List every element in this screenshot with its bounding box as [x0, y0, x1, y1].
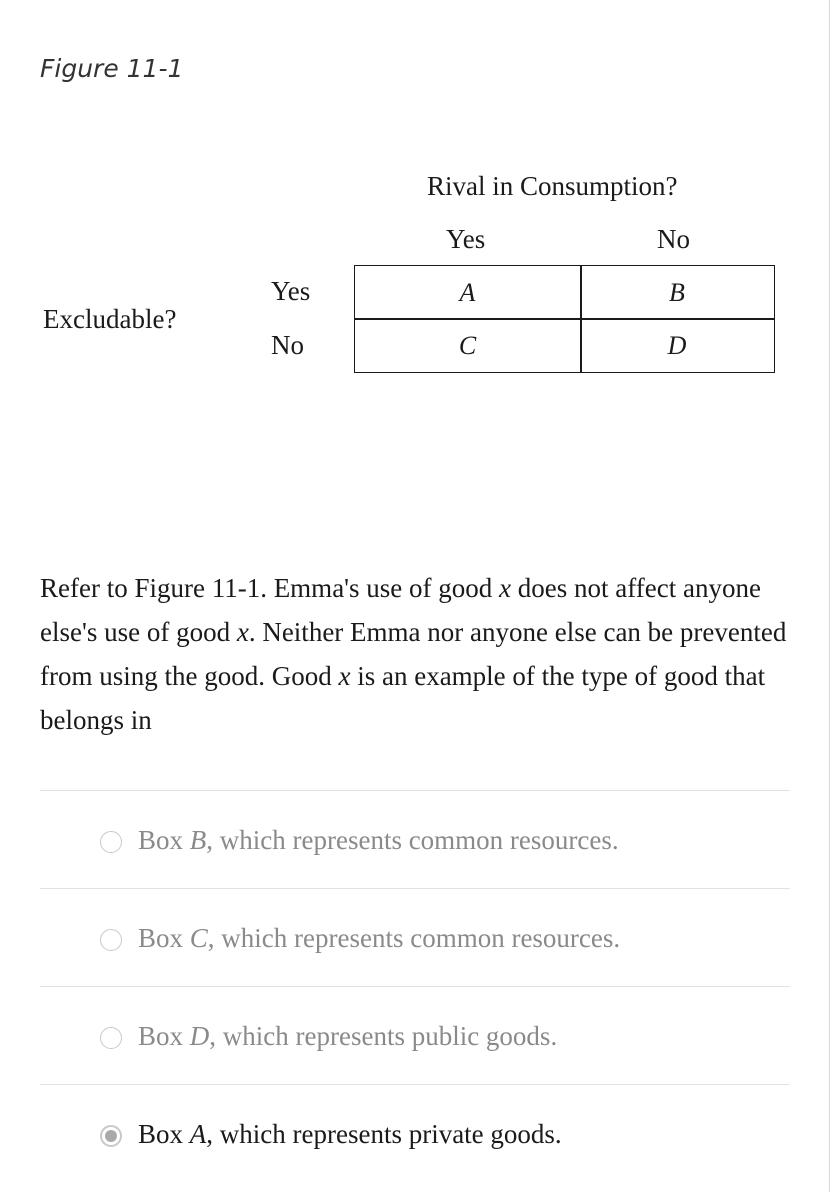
answer-option-a[interactable] — [100, 1119, 800, 1159]
radio-button[interactable] — [100, 831, 122, 853]
figure-title: Figure 11-1 — [40, 54, 184, 83]
row-question: Excludable? — [43, 304, 177, 334]
cell-c: C — [458, 331, 477, 360]
row-label-no: No — [271, 330, 304, 360]
scroll-frame-edge — [829, 0, 838, 1192]
question-text: Refer to Figure 11-1. Emma's use of good x does not affect anyone else's use of good x. Neither Emma nor anyone else can be prevented from using the good. Good x is an example of the type of good that belongs in — [40, 573, 787, 735]
row-label-yes: Yes — [271, 276, 311, 306]
answer-option-b[interactable] — [100, 825, 800, 865]
column-label-no: No — [657, 224, 690, 254]
answer-option-c[interactable] — [100, 923, 800, 963]
option-separator — [40, 888, 790, 889]
option-label[interactable]: Box D, which represents public goods. — [138, 1021, 558, 1051]
answer-option-d[interactable] — [100, 1021, 800, 1061]
radio-button[interactable] — [100, 929, 122, 951]
option-label[interactable]: Box C, which represents common resources. — [138, 923, 621, 953]
radio-button-selected[interactable] — [100, 1125, 122, 1147]
cell-b: B — [669, 278, 685, 307]
goods-matrix — [354, 265, 775, 373]
radio-button[interactable] — [100, 1027, 122, 1049]
option-label[interactable]: Box A, which represents private goods. — [138, 1119, 562, 1149]
option-separator — [40, 790, 790, 791]
column-question: Rival in Consumption? — [427, 171, 678, 201]
option-separator — [40, 986, 790, 987]
matrix-divider-horizontal — [355, 318, 774, 320]
option-separator — [40, 1084, 790, 1085]
cell-a: A — [459, 278, 476, 307]
option-label[interactable]: Box B, which represents common resources. — [138, 825, 619, 855]
column-label-yes: Yes — [446, 224, 486, 254]
cell-d: D — [667, 331, 687, 360]
